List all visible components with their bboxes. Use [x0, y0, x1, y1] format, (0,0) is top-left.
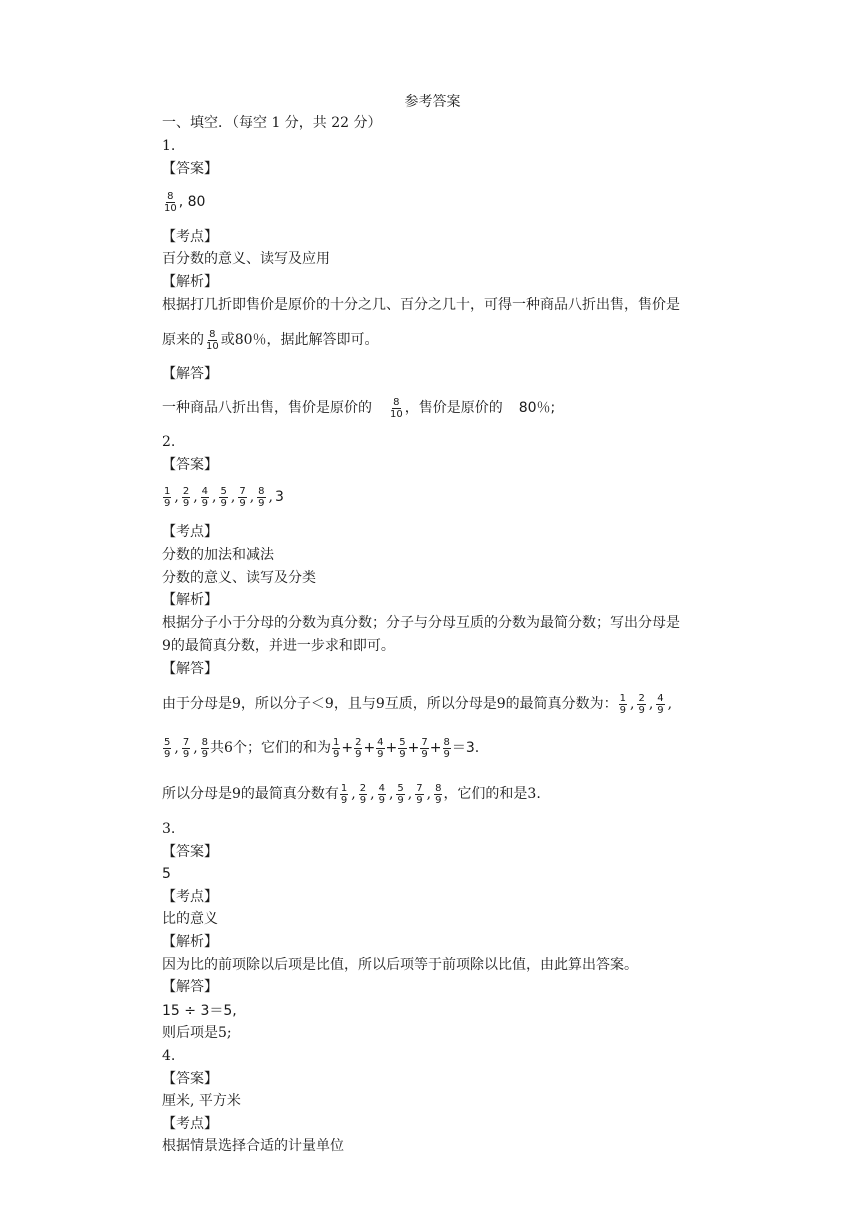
- q2-solution-label: 【解答】: [162, 661, 218, 677]
- q2-topic-label: 【考点】: [162, 524, 218, 540]
- q2-solution-fraction: $\frac{1}{9}$: [619, 692, 627, 716]
- q3-answer-label: 【答案】: [162, 844, 218, 860]
- q3-topic: 比的意义: [162, 911, 218, 927]
- q1-solution-fraction: $\frac{8}{10}$: [390, 396, 403, 420]
- q3-analysis-label: 【解析】: [162, 934, 218, 950]
- q2-solution-fraction: $\frac{5}{9}$: [164, 736, 171, 760]
- page-title: 参考答案: [404, 94, 461, 110]
- q2-analysis-line1: 根据分子小于分母的分数为真分数；分子与分母互质的分数为最简分数；写出分母是: [162, 615, 680, 631]
- sum-term-fraction: $\frac{8}{9}$: [443, 736, 450, 760]
- q4-answer: 厘米, 平方米: [162, 1093, 241, 1109]
- q2-solution-fraction: $\frac{8}{9}$: [435, 782, 442, 806]
- q4-number: 4.: [162, 1048, 176, 1064]
- q1-topic: 百分数的意义、读写及应用: [162, 251, 330, 267]
- q2-solution-fraction: $\frac{7}{9}$: [182, 736, 190, 760]
- q3-solution-line2: 则后项是5;: [162, 1025, 232, 1041]
- q2-answer-fraction: $\frac{5}{9}$: [220, 485, 227, 509]
- q1-analysis-label: 【解析】: [162, 274, 218, 290]
- q2-solution-line3: 所以分母是9的最简真分数有 $\frac{1}{9}$ , $\frac{2}{9}$ , $\frac{4}{9}$ , $\frac{5}{9}$ , $\frac{7}{9}$ , $\frac{8}{9}$ ，它们的和是3.: [162, 782, 541, 806]
- q3-solution-label: 【解答】: [162, 979, 218, 995]
- q1-answer: $\frac{8}{10}$ , 80: [164, 190, 206, 214]
- q2-solution-fraction: $\frac{2}{9}$: [359, 782, 367, 806]
- q2-topic1: 分数的加法和减法: [162, 547, 274, 563]
- q2-solution-line1: 由于分母是9，所以分子＜9，且与9互质，所以分母是9的最简真分数为： $\frac{1}{9}$ , $\frac{2}{9}$ , $\frac{4}{9}$ ,: [162, 692, 673, 716]
- q2-solution-fraction: $\frac{1}{9}$: [340, 782, 348, 806]
- q2-answer-fraction: $\frac{4}{9}$: [201, 485, 209, 509]
- q3-analysis: 因为比的前项除以后项是比值，所以后项等于前项除以比值，由此算出答案。: [162, 957, 638, 973]
- q1-solution: 一种商品八折出售，售价是原价的 $\frac{8}{10}$ ，售价是原价的 80％;: [162, 396, 556, 420]
- q3-solution-line1: 15 ÷ 3＝5,: [162, 1003, 237, 1019]
- q2-answer: $\frac{1}{9}$ , $\frac{2}{9}$ , $\frac{4}{9}$ , $\frac{5}{9}$ , $\frac{7}{9}$ , $\frac{8}{9}$ , 3: [164, 485, 284, 509]
- q2-analysis-line2: 9的最简真分数，并进一步求和即可。: [162, 638, 395, 654]
- q2-answer-fraction: $\frac{2}{9}$: [182, 485, 190, 509]
- q1-analysis-line1: 根据打几折即售价是原价的十分之几、百分之几十，可得一种商品八折出售，售价是: [162, 297, 680, 313]
- sum-term-fraction: $\frac{4}{9}$: [377, 736, 384, 760]
- q2-answer-fraction: $\frac{8}{9}$: [258, 485, 265, 509]
- q1-answer-fraction: $\frac{8}{10}$: [164, 190, 177, 214]
- q2-answer-fraction: $\frac{1}{9}$: [164, 485, 171, 509]
- q1-topic-label: 【考点】: [162, 229, 218, 245]
- sum-term-fraction: $\frac{5}{9}$: [399, 736, 406, 760]
- q2-solution-fraction: $\frac{4}{9}$: [657, 692, 664, 716]
- q2-analysis-label: 【解析】: [162, 592, 218, 608]
- q1-number: 1.: [162, 138, 176, 154]
- q4-topic: 根据情景选择合适的计量单位: [162, 1138, 344, 1154]
- q3-answer: 5: [162, 866, 171, 882]
- q2-number: 2.: [162, 434, 176, 450]
- q2-answer-fraction: $\frac{7}{9}$: [239, 485, 246, 509]
- q2-solution-line2: $\frac{5}{9}$ , $\frac{7}{9}$ , $\frac{8}{9}$ 共6个；它们的和为 $\frac{1}{9}$ + $\frac{2}{9}$ + $\frac{4}{9}$ + $\frac{5}{9}$ + $\frac{7}{9}$ + $\frac{8}{9}$ ＝3.: [164, 736, 480, 760]
- q2-solution-fraction: $\frac{8}{9}$: [201, 736, 209, 760]
- q2-solution-fraction: $\frac{7}{9}$: [416, 782, 423, 806]
- q4-answer-label: 【答案】: [162, 1071, 218, 1087]
- q1-analysis-fraction: $\frac{8}{10}$: [206, 328, 219, 352]
- q3-number: 3.: [162, 821, 176, 837]
- q1-analysis-line2: 原来的 $\frac{8}{10}$ 或80％，据此解答即可。: [162, 328, 379, 352]
- q2-solution-fraction: $\frac{5}{9}$: [397, 782, 404, 806]
- q4-topic-label: 【考点】: [162, 1116, 218, 1132]
- q3-topic-label: 【考点】: [162, 889, 218, 905]
- q2-topic2: 分数的意义、读写及分类: [162, 570, 316, 586]
- q1-answer-label: 【答案】: [162, 161, 218, 177]
- q2-answer-label: 【答案】: [162, 457, 218, 473]
- q1-solution-label: 【解答】: [162, 366, 218, 382]
- section-heading: 一、填空．（每空 1 分，共 22 分）: [162, 115, 382, 131]
- sum-term-fraction: $\frac{7}{9}$: [421, 736, 428, 760]
- sum-term-fraction: $\frac{1}{9}$: [332, 736, 340, 760]
- q2-solution-fraction: $\frac{4}{9}$: [378, 782, 385, 806]
- sum-term-fraction: $\frac{2}{9}$: [355, 736, 362, 760]
- q2-solution-fraction: $\frac{2}{9}$: [638, 692, 645, 716]
